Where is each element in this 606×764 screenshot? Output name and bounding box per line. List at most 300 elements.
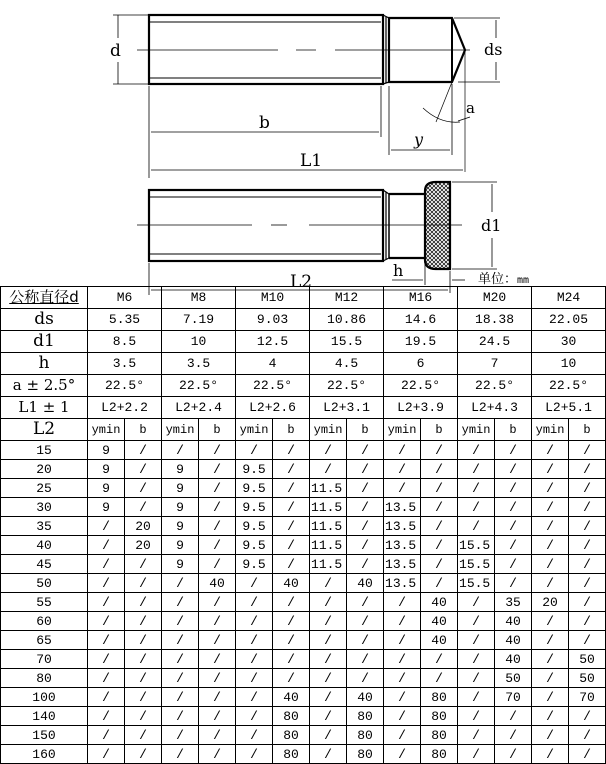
b-cell: /	[347, 631, 384, 650]
ymin-cell: 15.5	[458, 536, 495, 555]
l2-value: 80	[1, 669, 88, 688]
b-cell: /	[125, 631, 162, 650]
b-cell: /	[125, 574, 162, 593]
b-cell: /	[421, 498, 458, 517]
spec-value: 7.19	[162, 309, 236, 331]
b-cell: /	[495, 745, 532, 764]
b-cell: 40	[421, 593, 458, 612]
ymin-cell: 9.5	[236, 536, 273, 555]
ymin-cell: /	[310, 631, 347, 650]
ymin-cell: /	[458, 631, 495, 650]
b-cell: /	[421, 555, 458, 574]
ymin-cell: /	[458, 745, 495, 764]
ymin-cell: 11.5	[310, 498, 347, 517]
ymin-cell: /	[458, 669, 495, 688]
b-cell: /	[347, 441, 384, 460]
spec-value: 22.5°	[310, 375, 384, 397]
ymin-cell: /	[236, 707, 273, 726]
l2-value: 100	[1, 688, 88, 707]
table-row	[1, 536, 606, 555]
l2-value: 160	[1, 745, 88, 764]
spec-value: 15.5	[310, 331, 384, 353]
spec-label: a ± 2.5°	[1, 375, 88, 397]
b-cell: /	[495, 479, 532, 498]
label-ds: ds	[484, 40, 503, 59]
ymin-cell: /	[310, 707, 347, 726]
b-cell: /	[495, 460, 532, 479]
ymin-cell: /	[162, 650, 199, 669]
spec-value: 18.38	[458, 309, 532, 331]
b-cell: /	[495, 441, 532, 460]
ymin-cell: /	[88, 669, 125, 688]
ymin-cell: /	[162, 745, 199, 764]
ymin-header: ymin	[236, 419, 273, 441]
spec-value: 22.5°	[458, 375, 532, 397]
b-cell: /	[199, 517, 236, 536]
l2-subheader-row	[1, 419, 606, 441]
ymin-cell: /	[458, 498, 495, 517]
ymin-cell: /	[236, 650, 273, 669]
spec-value: L2+2.4	[162, 397, 236, 419]
b-cell: /	[421, 669, 458, 688]
b-cell: 80	[347, 707, 384, 726]
size-header: M10	[236, 287, 310, 309]
b-cell: /	[347, 536, 384, 555]
label-d1: d1	[481, 216, 502, 235]
b-cell: 40	[347, 688, 384, 707]
ymin-cell: /	[236, 726, 273, 745]
ymin-cell: /	[162, 688, 199, 707]
l2-value: 35	[1, 517, 88, 536]
size-header: M20	[458, 287, 532, 309]
table-row	[1, 555, 606, 574]
ymin-cell: /	[236, 669, 273, 688]
table-row	[1, 517, 606, 536]
ymin-cell: /	[236, 688, 273, 707]
ymin-cell: /	[162, 726, 199, 745]
b-cell: /	[421, 536, 458, 555]
ymin-cell: /	[310, 441, 347, 460]
l2-value: 25	[1, 479, 88, 498]
ymin-cell: /	[162, 612, 199, 631]
b-cell: /	[273, 612, 310, 631]
ymin-cell: /	[532, 498, 569, 517]
table-row	[1, 745, 606, 764]
b-cell: /	[569, 574, 606, 593]
table-row	[1, 441, 606, 460]
ymin-cell: /	[310, 460, 347, 479]
b-cell: /	[125, 726, 162, 745]
ymin-cell: /	[162, 593, 199, 612]
ymin-cell: /	[532, 555, 569, 574]
ymin-cell: /	[384, 593, 421, 612]
spec-row-a	[1, 375, 606, 397]
l2-label: L2	[1, 419, 88, 441]
ymin-cell: /	[384, 669, 421, 688]
b-cell: 40	[495, 650, 532, 669]
size-header: M24	[532, 287, 606, 309]
ymin-cell: /	[458, 441, 495, 460]
b-cell: /	[569, 612, 606, 631]
b-cell: 80	[273, 707, 310, 726]
b-header: b	[495, 419, 532, 441]
spec-value: L2+4.3	[458, 397, 532, 419]
b-cell: 80	[421, 688, 458, 707]
spec-value: 10	[162, 331, 236, 353]
ymin-cell: /	[532, 650, 569, 669]
b-cell: /	[199, 479, 236, 498]
ymin-cell: /	[532, 574, 569, 593]
b-cell: /	[569, 460, 606, 479]
ymin-header: ymin	[384, 419, 421, 441]
table-row	[1, 726, 606, 745]
b-cell: 80	[421, 707, 458, 726]
ymin-cell: /	[458, 593, 495, 612]
b-cell: /	[347, 669, 384, 688]
b-cell: /	[495, 726, 532, 745]
l2-value: 65	[1, 631, 88, 650]
spec-value: 22.05	[532, 309, 606, 331]
spec-value: 3.5	[162, 353, 236, 375]
b-cell: /	[347, 498, 384, 517]
ymin-cell: /	[458, 688, 495, 707]
ymin-cell: /	[532, 688, 569, 707]
b-cell: /	[347, 479, 384, 498]
b-cell: /	[421, 460, 458, 479]
ymin-cell: 9.5	[236, 517, 273, 536]
b-cell: 20	[125, 517, 162, 536]
b-cell: /	[125, 498, 162, 517]
spec-value: 4	[236, 353, 310, 375]
l2-value: 50	[1, 574, 88, 593]
b-cell: 50	[569, 669, 606, 688]
ymin-cell: 11.5	[310, 479, 347, 498]
b-cell: /	[421, 479, 458, 498]
ymin-cell: /	[458, 726, 495, 745]
l2-value: 70	[1, 650, 88, 669]
b-cell: /	[273, 441, 310, 460]
b-cell: 80	[273, 726, 310, 745]
ymin-cell: /	[458, 612, 495, 631]
b-cell: 80	[347, 745, 384, 764]
ymin-cell: /	[236, 631, 273, 650]
b-cell: /	[125, 669, 162, 688]
ymin-cell: /	[384, 688, 421, 707]
ymin-cell: /	[162, 707, 199, 726]
ymin-cell: /	[88, 631, 125, 650]
spec-value: 19.5	[384, 331, 458, 353]
b-cell: /	[421, 650, 458, 669]
size-header: M8	[162, 287, 236, 309]
b-cell: /	[347, 460, 384, 479]
label-L1: L1	[300, 151, 323, 171]
ymin-cell: 9	[88, 441, 125, 460]
spec-row-d1	[1, 331, 606, 353]
ymin-cell: 11.5	[310, 555, 347, 574]
ymin-cell: /	[384, 479, 421, 498]
spec-value: 4.5	[310, 353, 384, 375]
unit-note	[478, 268, 529, 287]
b-cell: /	[125, 745, 162, 764]
ymin-cell: /	[88, 745, 125, 764]
b-cell: /	[273, 517, 310, 536]
b-cell: 80	[421, 745, 458, 764]
ymin-cell: /	[532, 631, 569, 650]
b-cell: /	[273, 650, 310, 669]
l2-value: 45	[1, 555, 88, 574]
b-cell: /	[273, 593, 310, 612]
ymin-cell: /	[236, 441, 273, 460]
ymin-cell: /	[236, 574, 273, 593]
b-cell: /	[569, 707, 606, 726]
ymin-cell: /	[532, 707, 569, 726]
ymin-cell: 9.5	[236, 498, 273, 517]
b-cell: /	[421, 574, 458, 593]
ymin-cell: /	[88, 612, 125, 631]
spec-value: 24.5	[458, 331, 532, 353]
ymin-cell: 20	[532, 593, 569, 612]
b-cell: 40	[347, 574, 384, 593]
ymin-cell: /	[532, 726, 569, 745]
b-cell: 40	[421, 631, 458, 650]
ymin-cell: 13.5	[384, 574, 421, 593]
b-cell: /	[199, 688, 236, 707]
ymin-cell: /	[384, 631, 421, 650]
ymin-header: ymin	[162, 419, 199, 441]
spec-value: 30	[532, 331, 606, 353]
ymin-cell: /	[88, 574, 125, 593]
knurled-head	[425, 182, 450, 269]
spec-value: 22.5°	[162, 375, 236, 397]
ymin-cell: /	[162, 631, 199, 650]
b-cell: /	[347, 555, 384, 574]
label-d: d	[110, 41, 121, 61]
b-cell: 80	[347, 726, 384, 745]
ymin-cell: /	[532, 479, 569, 498]
ymin-cell: /	[310, 726, 347, 745]
ymin-cell: /	[310, 688, 347, 707]
ymin-cell: 15.5	[458, 574, 495, 593]
b-cell: 80	[273, 745, 310, 764]
b-cell: 40	[273, 574, 310, 593]
ymin-cell: 13.5	[384, 498, 421, 517]
spec-value: 7	[458, 353, 532, 375]
ymin-cell: /	[384, 650, 421, 669]
b-cell: /	[199, 745, 236, 764]
ymin-cell: 9.5	[236, 555, 273, 574]
ymin-cell: /	[310, 574, 347, 593]
l2-value: 60	[1, 612, 88, 631]
ymin-cell: /	[88, 650, 125, 669]
b-cell: /	[569, 441, 606, 460]
ymin-cell: 9.5	[236, 460, 273, 479]
ymin-cell: /	[88, 517, 125, 536]
b-cell: /	[199, 726, 236, 745]
spec-row-h	[1, 353, 606, 375]
b-cell: /	[495, 574, 532, 593]
ymin-cell: /	[310, 669, 347, 688]
ymin-cell: 9	[162, 536, 199, 555]
b-header: b	[125, 419, 162, 441]
spec-value: 6	[384, 353, 458, 375]
ymin-cell: /	[458, 517, 495, 536]
b-cell: /	[125, 593, 162, 612]
ymin-cell: /	[384, 707, 421, 726]
unit-label: 单位：	[478, 272, 518, 287]
ymin-cell: /	[88, 688, 125, 707]
b-cell: 40	[495, 612, 532, 631]
spec-value: 5.35	[88, 309, 162, 331]
ymin-cell: /	[310, 745, 347, 764]
ymin-cell: /	[88, 726, 125, 745]
spec-value: 14.6	[384, 309, 458, 331]
ymin-header: ymin	[88, 419, 125, 441]
dimension-table	[0, 286, 606, 764]
b-cell: /	[199, 612, 236, 631]
ymin-cell: 9	[162, 460, 199, 479]
b-cell: /	[125, 460, 162, 479]
l2-value: 40	[1, 536, 88, 555]
l2-value: 15	[1, 441, 88, 460]
spec-value: 22.5°	[532, 375, 606, 397]
ymin-cell: /	[532, 517, 569, 536]
size-header: M6	[88, 287, 162, 309]
spec-value: 9.03	[236, 309, 310, 331]
ymin-cell: /	[458, 460, 495, 479]
ymin-cell: /	[236, 612, 273, 631]
b-cell: 35	[495, 593, 532, 612]
b-cell: /	[199, 498, 236, 517]
b-cell: 20	[125, 536, 162, 555]
ymin-header: ymin	[532, 419, 569, 441]
spec-label: L1 ± 1	[1, 397, 88, 419]
ymin-cell: /	[162, 669, 199, 688]
label-a: a	[466, 99, 475, 117]
ymin-header: ymin	[458, 419, 495, 441]
b-cell: /	[125, 612, 162, 631]
b-cell: /	[569, 593, 606, 612]
b-cell: 70	[569, 688, 606, 707]
unit-value: mm	[517, 275, 530, 286]
spec-value: 22.5°	[236, 375, 310, 397]
b-cell: /	[569, 726, 606, 745]
label-b: b	[259, 113, 270, 133]
ymin-cell: 11.5	[310, 536, 347, 555]
b-cell: /	[199, 441, 236, 460]
b-cell: /	[347, 593, 384, 612]
b-cell: /	[199, 536, 236, 555]
b-cell: /	[495, 517, 532, 536]
table-row	[1, 498, 606, 517]
b-cell: 80	[421, 726, 458, 745]
table-row	[1, 574, 606, 593]
b-cell: /	[347, 517, 384, 536]
b-cell: 40	[273, 688, 310, 707]
ymin-cell: 9	[88, 498, 125, 517]
label-L2: L2	[290, 272, 313, 292]
b-cell: /	[199, 593, 236, 612]
table-row	[1, 669, 606, 688]
table-header-row	[1, 287, 606, 309]
b-cell: /	[569, 517, 606, 536]
ymin-cell: /	[88, 555, 125, 574]
b-cell: /	[273, 498, 310, 517]
ymin-cell: 11.5	[310, 517, 347, 536]
ymin-cell: /	[310, 650, 347, 669]
spec-value: L2+5.1	[532, 397, 606, 419]
b-cell: /	[569, 745, 606, 764]
table-row	[1, 460, 606, 479]
size-header: M16	[384, 287, 458, 309]
b-cell: /	[495, 555, 532, 574]
spec-value: L2+2.6	[236, 397, 310, 419]
b-cell: /	[125, 650, 162, 669]
spec-value: 8.5	[88, 331, 162, 353]
ymin-cell: /	[310, 593, 347, 612]
l2-value: 20	[1, 460, 88, 479]
table-row	[1, 593, 606, 612]
spec-value: L2+2.2	[88, 397, 162, 419]
ymin-cell: 9	[162, 498, 199, 517]
b-cell: 70	[495, 688, 532, 707]
b-cell: /	[273, 669, 310, 688]
ymin-cell: /	[162, 441, 199, 460]
ymin-cell: /	[384, 726, 421, 745]
b-cell: 50	[495, 669, 532, 688]
b-cell: /	[347, 612, 384, 631]
size-header: M12	[310, 287, 384, 309]
b-cell: /	[569, 555, 606, 574]
b-cell: /	[347, 650, 384, 669]
l2-value: 140	[1, 707, 88, 726]
ymin-cell: 9	[88, 460, 125, 479]
b-cell: /	[199, 631, 236, 650]
b-cell: /	[569, 631, 606, 650]
ymin-cell: 9	[162, 479, 199, 498]
b-cell: 40	[199, 574, 236, 593]
b-cell: /	[125, 479, 162, 498]
dimension-angle-a	[423, 52, 470, 172]
table-row	[1, 612, 606, 631]
b-header: b	[421, 419, 458, 441]
b-cell: 50	[569, 650, 606, 669]
b-cell: /	[495, 498, 532, 517]
b-cell: /	[569, 536, 606, 555]
ymin-cell: /	[236, 745, 273, 764]
b-cell: /	[273, 631, 310, 650]
spec-label: d1	[1, 331, 88, 353]
ymin-cell: /	[384, 441, 421, 460]
ymin-cell: /	[384, 745, 421, 764]
ymin-cell: 15.5	[458, 555, 495, 574]
l2-value: 55	[1, 593, 88, 612]
table-row	[1, 650, 606, 669]
ymin-cell: 9	[162, 555, 199, 574]
b-cell: /	[273, 460, 310, 479]
nominal-diameter-label: 公称直径d	[1, 287, 88, 309]
ymin-cell: /	[532, 669, 569, 688]
b-cell: /	[125, 555, 162, 574]
b-header: b	[273, 419, 310, 441]
b-cell: /	[273, 479, 310, 498]
ymin-cell: 9.5	[236, 479, 273, 498]
spec-value: L2+3.9	[384, 397, 458, 419]
label-y: y	[414, 130, 424, 149]
table-row	[1, 688, 606, 707]
table-row	[1, 631, 606, 650]
b-cell: /	[495, 707, 532, 726]
b-cell: /	[125, 688, 162, 707]
